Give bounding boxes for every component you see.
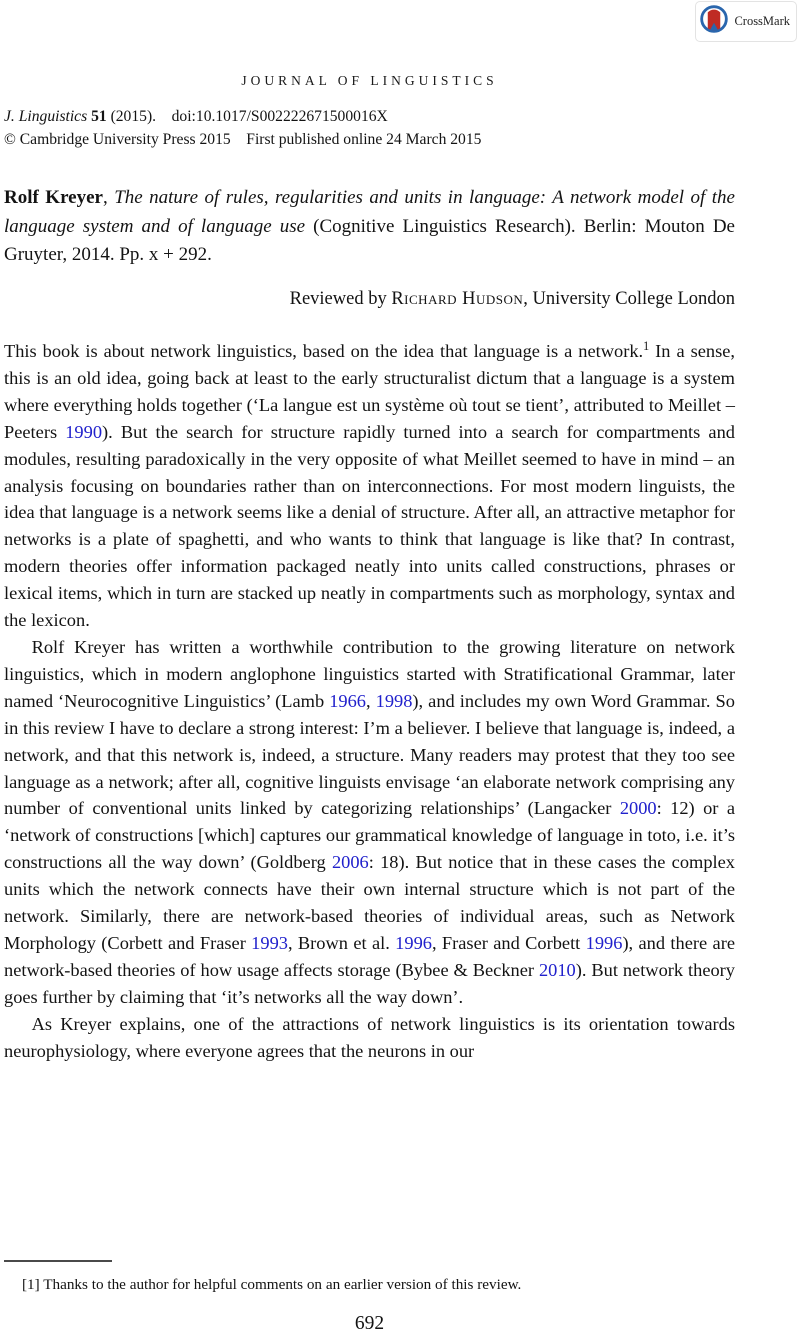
text-segment: : 18). But notice that in these cases the complex units which the network connects have their own internal structure which is not part of the network. Similarly, there are network-based theories of individual areas, such as Network Morphology (Corbett and Fraser [4, 852, 735, 953]
text-segment: 51 [91, 108, 107, 125]
citation-link[interactable]: 1966 [329, 690, 366, 711]
book-review-title [4, 184, 735, 270]
text-segment: Reviewed by [289, 289, 392, 309]
text-segment: The nature of rules, regularities and units in language: A network model of the language system and of language use [4, 187, 735, 237]
citation-block [4, 106, 735, 151]
text-segment: (Cognitive Linguistics Research). Berlin: Mouton De Gruyter, 2014. Pp. x + 292. [4, 215, 735, 265]
text-segment: , Brown et al. [287, 932, 396, 953]
text-segment: , [366, 690, 376, 711]
text-segment: ). But the search for structure rapidly turned into a search for compartments and modules, resulting paradoxically in the very opposite of what Meillet seemed to have in mind – an analysis focusing on boundaries rather than on interconnections. For most modern linguists, the idea that language is a network seems like a denial of structure. After all, an attractive metaphor for networks is a plate of spaghetti, and who wants to think that language is like that? In contrast, modern theories offer information packaged neatly into units called constructions, phrases or lexical items, which in turn are stacked up neatly in compartments such as morphology, syntax and the lexicon. [4, 421, 735, 631]
text-segment: ). But network theory goes further by claiming that ‘it’s networks all the way down’. [4, 959, 735, 1007]
citation-link[interactable]: 1996 [585, 932, 623, 953]
text-segment: ), and includes my own Word Grammar. So in this review I have to declare a strong interest: I’m a believer. I believe that language is, indeed, a network, and that this network is, indeed, a structure. Many readers may protest that they too see language as a network; after all, cognitive linguists envisage ‘an elaborate network comprising any number of conventional units linked by categorizing relationships’ (Langacker [4, 690, 735, 819]
citation-link[interactable]: 1998 [375, 690, 413, 711]
text-segment: Rolf Kreyer has written a worthwhile contribution to the growing literature on network linguistics, which in modern anglophone linguistics started with Stratificational Grammar, later named ‘Neurocognitive Linguistics’ (Lamb [4, 636, 735, 711]
review-body [4, 338, 735, 1064]
text-segment: J. Linguistics [4, 108, 88, 125]
citation-link[interactable]: 1990 [65, 421, 103, 442]
footnote-text: [1] Thanks to the author for helpful comments on an earlier version of this review. [22, 1276, 522, 1293]
text-segment: , University College London [523, 289, 735, 309]
text-segment: Rolf Kreyer [4, 187, 103, 208]
citation-link[interactable]: 1996 [395, 932, 432, 953]
paragraph-1 [4, 338, 735, 634]
citation-line-copyright: © Cambridge University Press 2015 First published online 24 March 2015 [4, 130, 482, 148]
text-segment: , Fraser and Corbett [431, 932, 586, 953]
reviewed-by-line [4, 289, 735, 310]
text-segment: (2015). doi:10.1017/S002222671500016X [106, 108, 388, 125]
paragraph-2 [4, 634, 735, 1011]
journal-header: JOURNAL OF LINGUISTICS [241, 73, 498, 88]
text-segment: As Kreyer explains, one of the attractions of network linguistics is its orientation towards neurophysiology, where everyone agrees that the neurons in our [4, 1013, 735, 1061]
text-segment: ), and there are network-based theories of how usage affects storage (Bybee & Beckner [4, 932, 735, 980]
citation-link[interactable]: 1993 [251, 932, 288, 953]
citation-link[interactable]: 2010 [538, 959, 576, 980]
footnote-rule [4, 1260, 112, 1262]
text-segment: : 12) or a ‘network of constructions [which] captures our grammatical knowledge of language in toto, i.e. it’s constructions all the way down’ (Goldberg [4, 798, 735, 873]
footnote-block [4, 1260, 735, 1295]
text-segment: In a sense, this is an old idea, going back at least to the early structuralist dictum that a language is a system where everything holds together (‘La langue est un système où tout se tient’, attributed to Meillet – Peeters [4, 341, 735, 442]
text-segment: , [102, 187, 115, 208]
citation-link[interactable]: 2000 [619, 798, 657, 819]
citation-link[interactable]: 2006 [331, 852, 369, 873]
paragraph-3 [4, 1011, 735, 1065]
text-segment: Richard Hudson [391, 289, 524, 309]
citation-line-doi [4, 106, 735, 129]
page-content [4, 0, 735, 1342]
crossmark-label: CrossMark [734, 14, 790, 28]
page-number: 692 [354, 1313, 385, 1334]
footnote-marker: 1 [643, 338, 650, 353]
text-segment: This book is about network linguistics, based on the idea that language is a network. [4, 341, 644, 361]
